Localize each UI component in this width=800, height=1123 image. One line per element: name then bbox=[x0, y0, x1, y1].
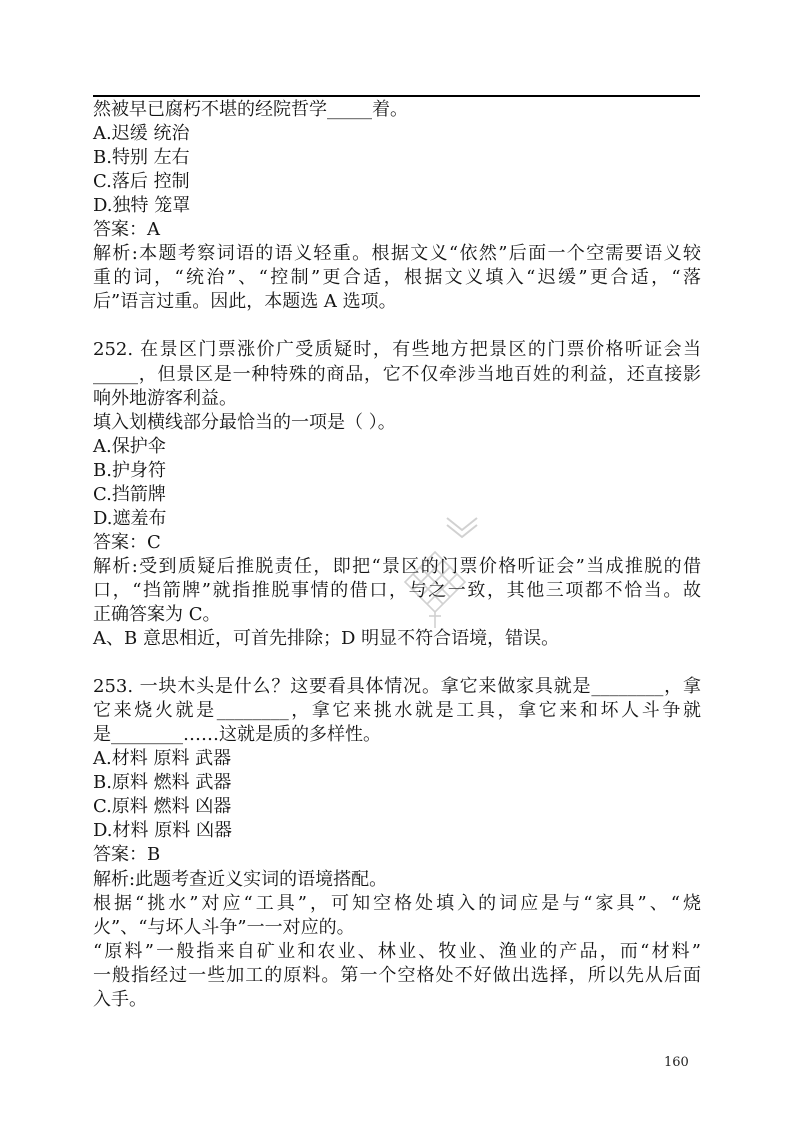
option-d: D.遮羞布 bbox=[93, 507, 167, 529]
analysis-line: 火”、“与坏人斗争”一一对应的。 bbox=[93, 916, 355, 938]
page-number: 160 bbox=[664, 1055, 689, 1070]
question-stem-line: _____，但景区是一种特殊的商品，它不仅牵涉当地百姓的利益，还直接影 bbox=[93, 363, 701, 385]
answer: 答案：A bbox=[93, 219, 160, 241]
question-stem-line: 它来烧火就是________，拿它来挑水就是工具，拿它来和坏人斗争就 bbox=[93, 700, 701, 722]
analysis-line: 根据“挑水”对应“工具”，可知空格处填入的词应是与“家具”、“烧 bbox=[93, 892, 701, 914]
analysis-line: 一般指经过一些加工的原料。第一个空格处不好做出选择，所以先从后面 bbox=[93, 964, 701, 986]
option-a: A.保护伞 bbox=[93, 435, 166, 457]
answer: 答案：C bbox=[93, 531, 161, 553]
option-c: C.落后 控制 bbox=[93, 171, 190, 193]
option-a: A.材料 原料 武器 bbox=[93, 748, 232, 770]
analysis-line: 后”语言过重。因此，本题选 A 选项。 bbox=[93, 291, 397, 313]
analysis-line: “原料”一般指来自矿业和农业、林业、牧业、渔业的产品，而“材料” bbox=[93, 940, 701, 962]
question-251 bbox=[93, 98, 701, 314]
analysis-line: 解析:受到质疑后推脱责任，即把“景区的门票价格听证会”当成推脱的借 bbox=[93, 555, 701, 577]
analysis-line: 重的词，“统治”、“控制”更合适，根据文义填入“迟缓”更合适，“落 bbox=[93, 267, 701, 289]
option-b: B.特别 左右 bbox=[93, 147, 190, 169]
question-252 bbox=[93, 338, 701, 651]
answer: 答案：B bbox=[93, 844, 161, 866]
header-rule bbox=[93, 95, 700, 97]
option-d: D.材料 原料 凶器 bbox=[93, 820, 232, 842]
option-b: B.护身符 bbox=[93, 459, 166, 481]
question-253 bbox=[93, 675, 701, 1012]
option-c: C.挡箭牌 bbox=[93, 483, 166, 505]
analysis-line: A、B 意思相近，可首先排除；D 明显不符合语境，错误。 bbox=[93, 628, 560, 650]
page-content bbox=[93, 98, 701, 1012]
option-d: D.独特 笼罩 bbox=[93, 195, 191, 217]
analysis-line: 口，“挡箭牌”就指推脱事情的借口，与之一致，其他三项都不恰当。故 bbox=[93, 579, 701, 601]
option-a: A.迟缓 统治 bbox=[93, 123, 190, 145]
analysis-line: 正确答案为 C。 bbox=[93, 603, 221, 625]
analysis-line: 入手。 bbox=[93, 988, 147, 1010]
question-prompt: 填入划横线部分最恰当的一项是（ ）。 bbox=[93, 411, 396, 433]
option-b: B.原料 燃料 武器 bbox=[93, 772, 232, 794]
question-stem-line: 然被早已腐朽不堪的经院哲学_____着。 bbox=[93, 99, 408, 120]
question-stem-line: 响外地游客利益。 bbox=[93, 387, 237, 409]
option-c: C.原料 燃料 凶器 bbox=[93, 796, 232, 818]
question-stem-line: 是________……这就是质的多样性。 bbox=[93, 724, 381, 746]
question-stem-line: 252. 在景区门票涨价广受质疑时，有些地方把景区的门票价格听证会当 bbox=[93, 339, 701, 361]
paragraph-gap bbox=[93, 314, 701, 338]
analysis-line: 解析:本题考察词语的语义轻重。根据文义“依然”后面一个空需要语义较 bbox=[93, 243, 701, 265]
question-stem-line: 253. 一块木头是什么？这要看具体情况。拿它来做家具就是________，拿 bbox=[93, 676, 701, 698]
paragraph-gap bbox=[93, 651, 701, 675]
analysis-line: 解析:此题考查近义实词的语境搭配。 bbox=[93, 868, 388, 890]
